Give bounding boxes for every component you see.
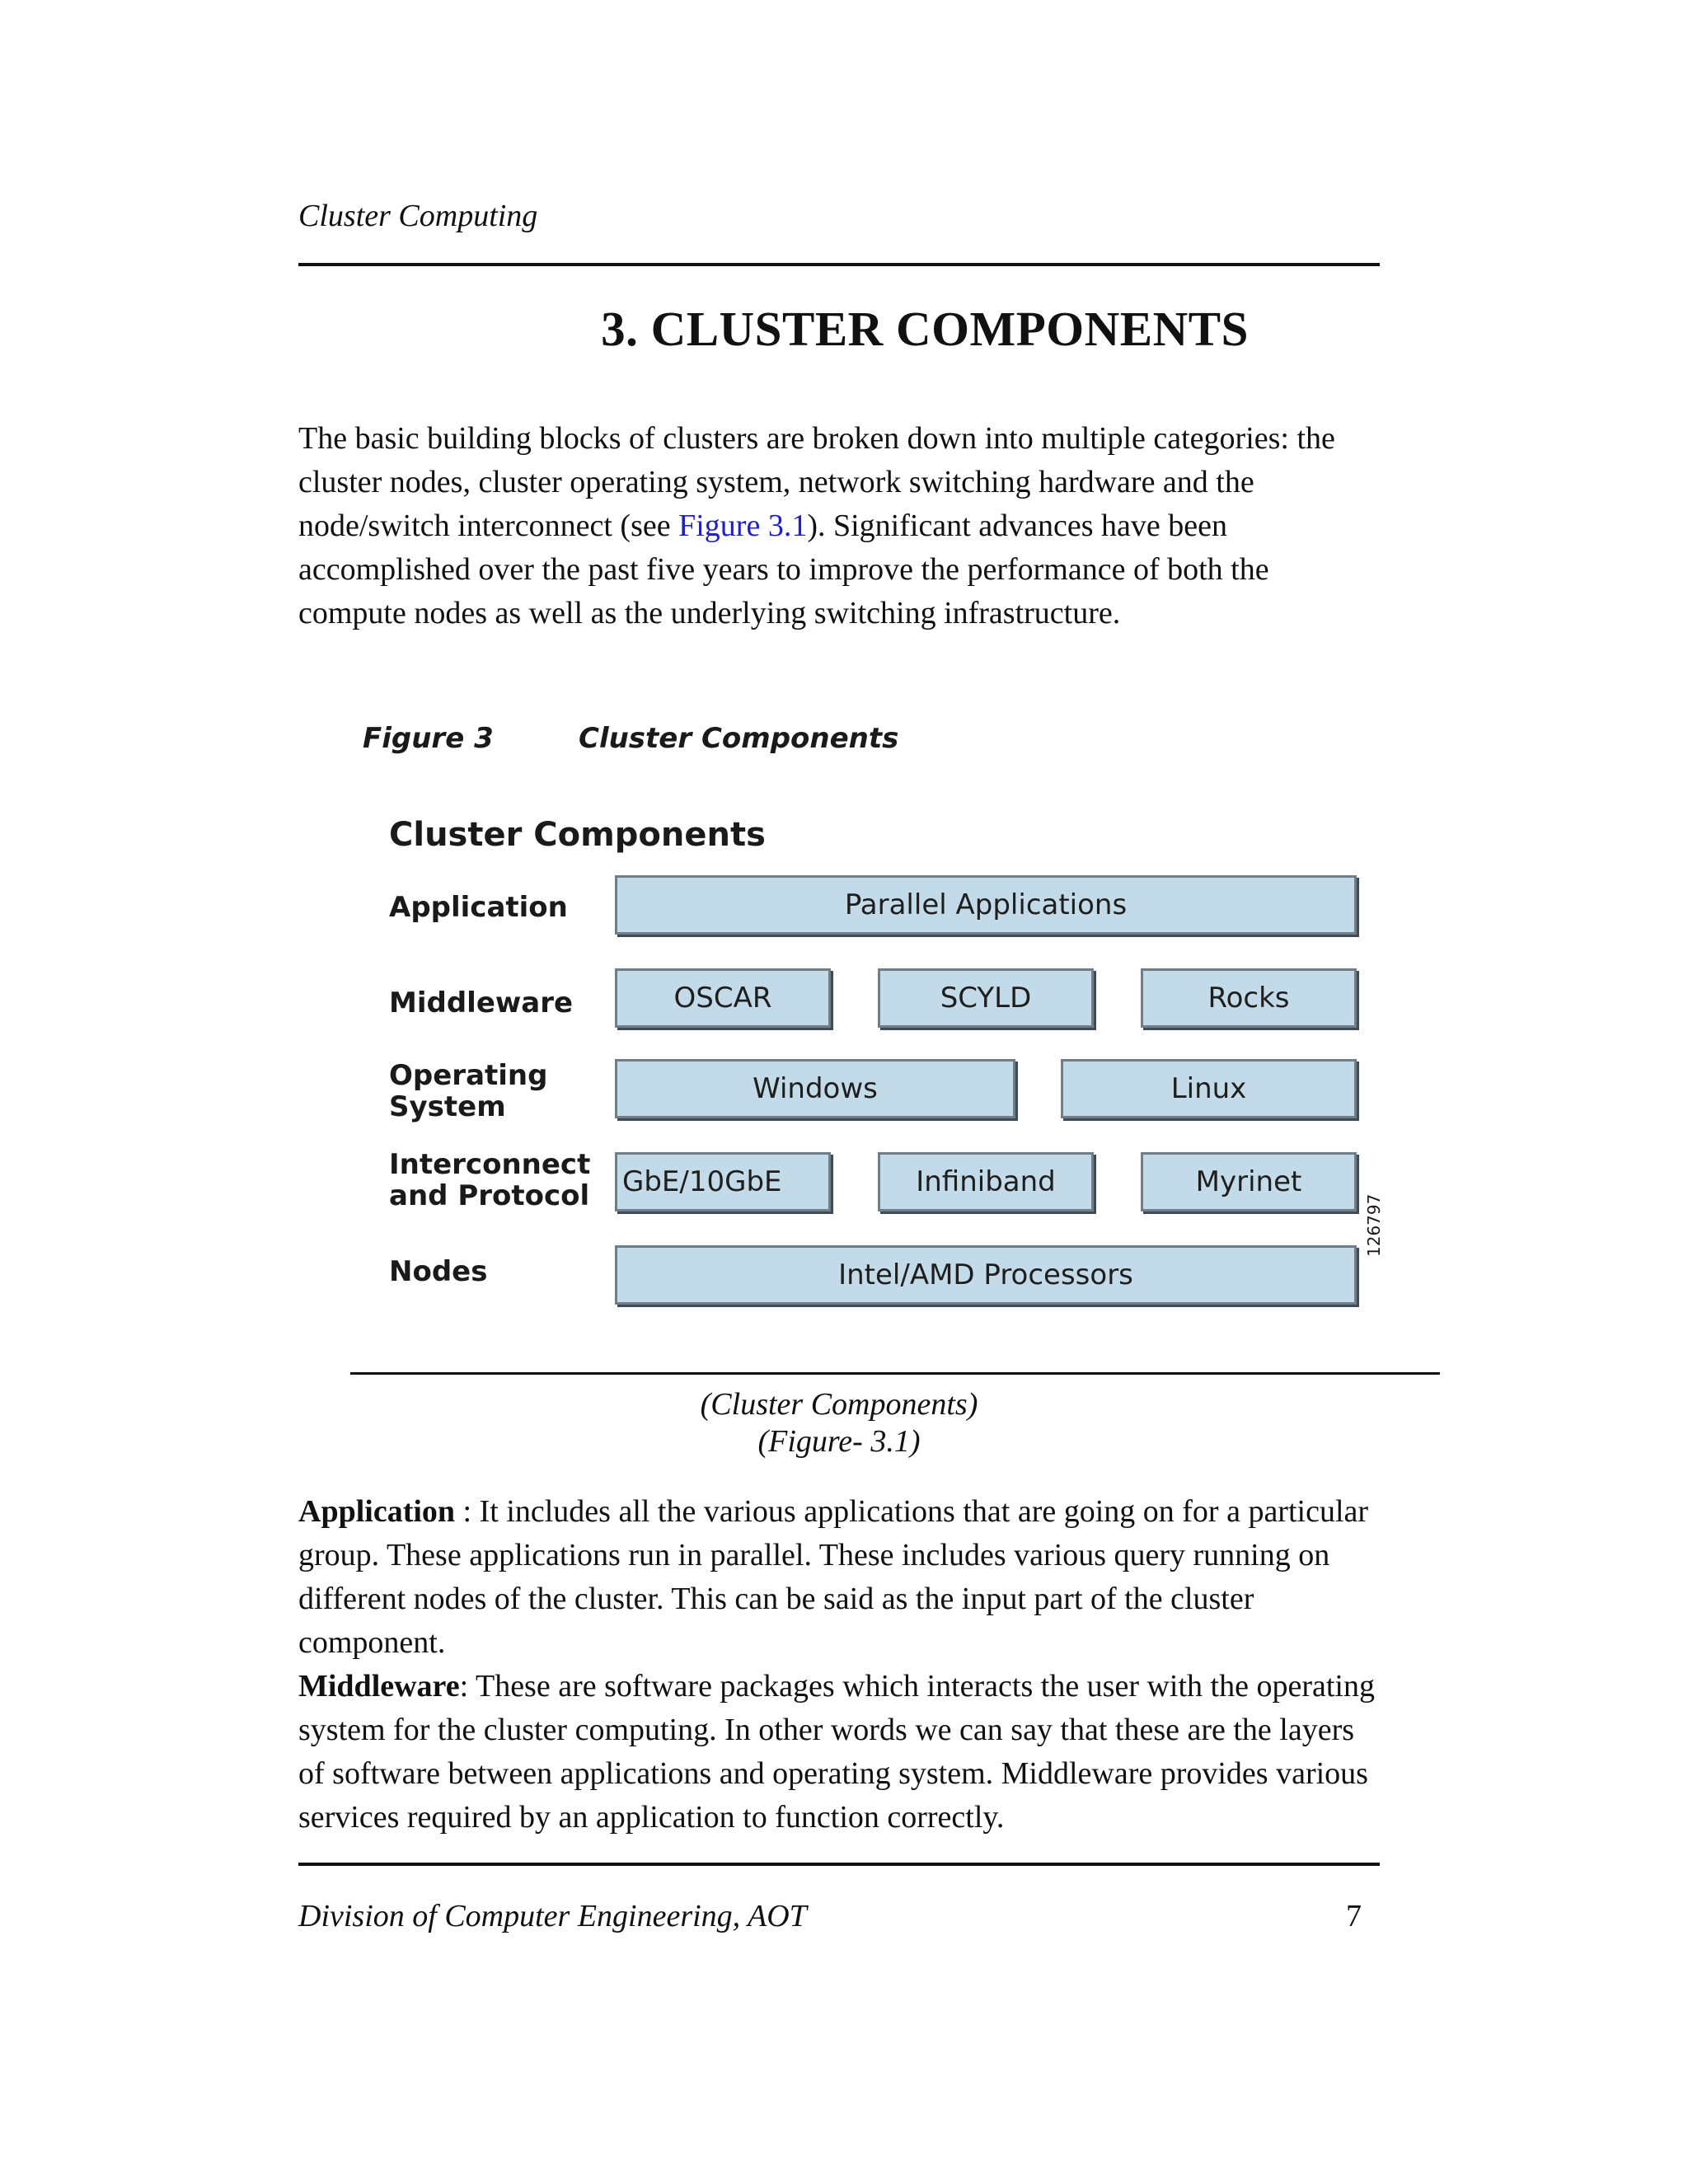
layer-label-middleware: Middleware [389, 987, 574, 1019]
application-term: Application [298, 1494, 456, 1529]
component-descriptions [298, 1490, 1461, 1840]
figure-reference-link[interactable]: Figure 3.1 [678, 509, 808, 543]
intro-line-4: accomplished over the past five years to improve the performance of both the [298, 552, 1269, 587]
footer-rule [298, 1863, 1380, 1866]
layer-label-operating-system [389, 1060, 547, 1122]
running-header: Cluster Computing [298, 199, 538, 233]
application-line-4: component. [298, 1625, 446, 1660]
intro-line-3 [298, 504, 1461, 548]
layer-label-nodes: Nodes [389, 1255, 488, 1288]
header-rule [298, 263, 1380, 266]
application-line-2: group. These applications run in parallel. These includes various query running on [298, 1538, 1330, 1572]
intro-paragraph [298, 417, 1461, 635]
intro-line-2: cluster nodes, cluster operating system, network switching hardware and the [298, 465, 1254, 499]
application-line-1 [298, 1490, 1461, 1534]
layer-label-interconnect-line-1: Interconnect [389, 1148, 591, 1181]
box-windows: Windows [615, 1059, 1015, 1118]
figure-caption-line-1: (Cluster Components) [700, 1387, 978, 1422]
caption-rule [350, 1372, 1440, 1375]
box-infiniband: Infiniband [878, 1152, 1094, 1212]
box-gbe-10gbe: GbE/10GbE [615, 1152, 831, 1212]
chapter-title: 3. CLUSTER COMPONENTS [601, 302, 1249, 356]
page-number: 7 [1346, 1899, 1362, 1933]
layer-label-interconnect [389, 1149, 590, 1212]
middleware-line-1 [298, 1665, 1461, 1708]
figure-number-label: Figure 3 [363, 722, 494, 755]
box-myrinet: Myrinet [1141, 1152, 1357, 1212]
layer-label-operating-system-line-1: Operating [389, 1059, 548, 1092]
application-line-1-text: : It includes all the various applications that are going on for a particular [455, 1494, 1369, 1529]
layer-label-application: Application [389, 891, 568, 924]
figure-id-number: 126797 [1364, 1193, 1384, 1257]
middleware-line-4: services required by an application to function correctly. [298, 1800, 1005, 1835]
intro-line-3-end: ). Significant advances have been [807, 509, 1227, 543]
box-parallel-applications: Parallel Applications [615, 875, 1357, 935]
box-linux: Linux [1061, 1059, 1357, 1118]
box-intel-amd-processors: Intel/AMD Processors [615, 1245, 1357, 1305]
figure-caption-line-2: (Figure- 3.1) [757, 1424, 921, 1459]
layer-label-operating-system-line-2: System [389, 1090, 506, 1123]
box-oscar: OSCAR [615, 968, 831, 1028]
middleware-line-3: of software between applications and operating system. Middleware provides various [298, 1756, 1368, 1791]
layer-label-interconnect-line-2: and Protocol [389, 1179, 590, 1212]
cluster-components-figure [354, 709, 1426, 1352]
box-scyld: SCYLD [878, 968, 1094, 1028]
diagram-title: Cluster Components [389, 816, 766, 854]
figure-name-label: Cluster Components [579, 722, 899, 755]
box-rocks: Rocks [1141, 968, 1357, 1028]
intro-line-3-start: node/switch interconnect (see [298, 509, 679, 543]
footer-text: Division of Computer Engineering, AOT [298, 1899, 807, 1933]
middleware-line-1-text: : These are software packages which interacts the user with the operating [459, 1669, 1375, 1704]
middleware-term: Middleware [298, 1669, 460, 1704]
middleware-line-2: system for the cluster computing. In other words we can say that these are the layers [298, 1713, 1355, 1747]
intro-line-1: The basic building blocks of clusters are broken down into multiple categories: the [298, 421, 1335, 456]
intro-line-5: compute nodes as well as the underlying switching infrastructure. [298, 596, 1121, 630]
application-line-3: different nodes of the cluster. This can be said as the input part of the cluster [298, 1582, 1254, 1616]
